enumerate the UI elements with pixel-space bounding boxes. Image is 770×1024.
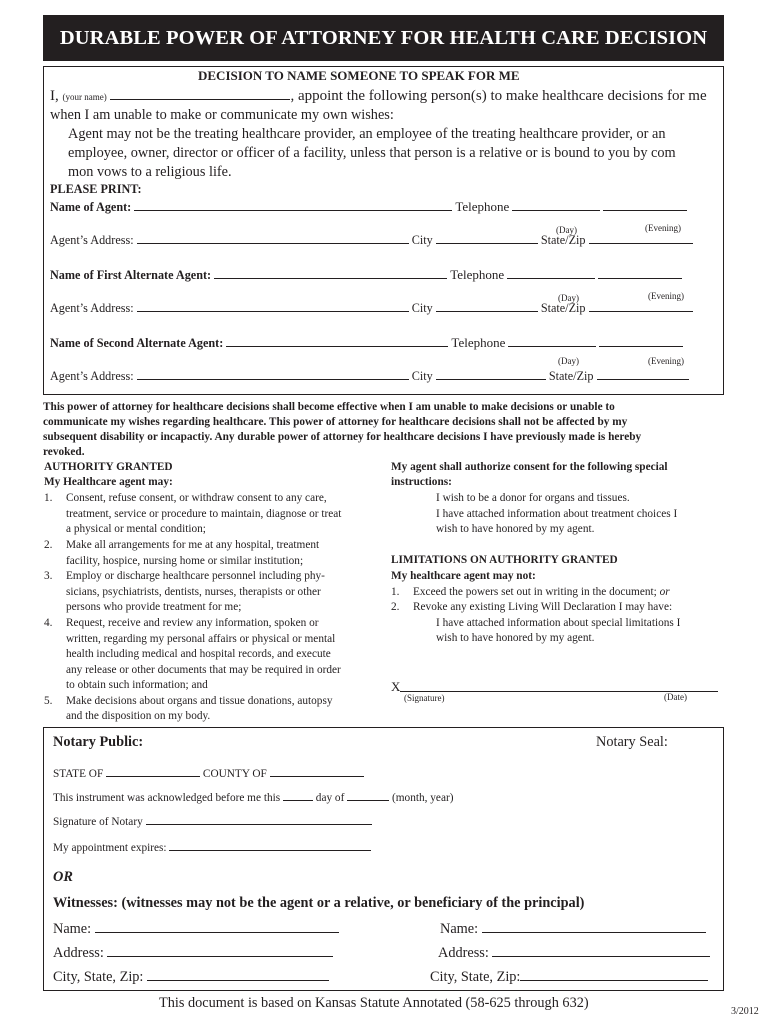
your-name-label: (your name): [62, 92, 107, 102]
witness-name-label: Name:: [53, 921, 92, 937]
authority-item-text: Consent, refuse consent, or withdraw consent to any care,: [66, 492, 327, 504]
signature-label: (Signature): [404, 693, 445, 703]
or-text: or: [659, 586, 670, 598]
evening-label: (Evening): [645, 223, 681, 233]
treatment-choices-option[interactable]: I have attached information about treatment choices I: [436, 508, 678, 520]
appointment-expires-label: My appointment expires:: [53, 842, 167, 854]
state-county-row: [53, 768, 364, 780]
state-field[interactable]: [106, 776, 200, 777]
witnesses-heading: Witnesses: (witnesses may not be the agent or a relative, or beneficiary of the principal): [53, 895, 585, 911]
special-instructions-heading: instructions:: [391, 476, 452, 488]
second-alt-state-zip-field[interactable]: [597, 379, 689, 380]
authority-item-number: 3.: [44, 570, 53, 582]
authority-item-text: Request, receive and review any information, spoken or: [66, 617, 319, 629]
date-label: (Date): [664, 692, 687, 702]
appoint-line: [50, 88, 707, 105]
day-label: (Day): [558, 356, 579, 366]
limitations-heading: LIMITATIONS ON AUTHORITY GRANTED: [391, 554, 618, 566]
telephone-label: Telephone: [455, 199, 510, 214]
authority-item-text: and the disposition on my body.: [66, 710, 211, 722]
witness-city-state-zip-label: City, State, Zip:: [430, 969, 521, 985]
first-alt-evening-phone-field[interactable]: [598, 278, 682, 279]
ack-day-of-text: day of: [315, 792, 345, 804]
notary-signature-field[interactable]: [146, 824, 372, 825]
witness2-city-field[interactable]: [520, 980, 708, 981]
appointment-expires-row: [53, 842, 371, 854]
authority-item-text: Employ or discharge healthcare personnel including phy-: [66, 570, 325, 582]
second-alternate-name-field[interactable]: [226, 346, 448, 347]
notary-seal-label: Notary Seal:: [596, 734, 668, 750]
authority-item-text: to obtain such information; and: [66, 679, 208, 691]
agent-city-field[interactable]: [436, 243, 538, 244]
effective-text-line: This power of attorney for healthcare decisions shall become effective when I am unable to make decisions or unable to: [43, 401, 615, 413]
first-alt-address-field[interactable]: [137, 311, 409, 312]
second-alt-address-row: [50, 369, 689, 384]
notary-public-heading: Notary Public:: [53, 734, 144, 750]
agent-note-line: employee, owner, director or officer of a facility, unless that person is a relative or is bound to you by com: [68, 145, 676, 161]
agent-note-line: mon vows to a religious life.: [68, 164, 232, 180]
authority-item-text: sicians, psychiatrists, dentists, nurses, therapists or other: [66, 586, 321, 598]
telephone-label: Telephone: [450, 267, 505, 282]
second-alt-address-field[interactable]: [137, 379, 409, 380]
first-alternate-row: [50, 267, 682, 283]
county-field[interactable]: [270, 776, 364, 777]
first-alt-state-zip-field[interactable]: [589, 311, 693, 312]
authority-subheading: My Healthcare agent may:: [44, 476, 173, 488]
agent-day-phone-field[interactable]: [512, 210, 600, 211]
effective-text-line: revoked.: [43, 446, 85, 458]
witness2-name-field[interactable]: [482, 932, 706, 933]
second-alt-evening-phone-field[interactable]: [599, 346, 683, 347]
state-zip-label: State/Zip: [548, 369, 594, 383]
agent-note-line: Agent may not be the treating healthcare provider, an employee of the treating healthcare provider, or an: [68, 126, 666, 142]
witness1-city-row: [53, 969, 329, 986]
version-date: 3/2012: [731, 1006, 759, 1017]
first-alt-day-phone-field[interactable]: [507, 278, 595, 279]
witness-address-label: Address:: [438, 945, 489, 961]
special-limitations-option-text: wish to have honored by my agent.: [436, 632, 595, 644]
evening-label: (Evening): [648, 356, 684, 366]
agents-address-label: Agent’s Address:: [50, 369, 134, 383]
witness1-address-field[interactable]: [107, 956, 333, 957]
section-heading: DECISION TO NAME SOMEONE TO SPEAK FOR ME: [198, 68, 520, 83]
authority-item-text: any release or other documents that may be required in order: [66, 664, 341, 676]
limitation-item-text: [413, 586, 670, 598]
agent-address-row: [50, 233, 693, 248]
city-label: City: [411, 301, 433, 315]
or-heading: OR: [53, 869, 73, 885]
agent-name-field[interactable]: [134, 210, 452, 211]
signature-x-mark: X: [391, 679, 401, 694]
witness1-name-field[interactable]: [95, 932, 339, 933]
please-print-label: PLEASE PRINT:: [50, 182, 142, 196]
first-alternate-label: Name of First Alternate Agent:: [50, 268, 212, 282]
witness2-address-field[interactable]: [492, 956, 710, 957]
treatment-choices-option-text: wish to have honored by my agent.: [436, 523, 595, 535]
limitation-item-number: 1.: [391, 586, 400, 598]
ack-day-field[interactable]: [283, 800, 313, 801]
witness-address-label: Address:: [53, 945, 104, 961]
second-alternate-row: [50, 335, 683, 351]
authority-item-number: 4.: [44, 617, 53, 629]
effective-text-line: subsequent disability or incapactiy. Any durable power of attorney for healthcare decisions I have previously made is hereby: [43, 431, 642, 443]
authority-item-text: treatment, service or procedure to maintain, diagnose or treat: [66, 508, 342, 520]
witness-name-label: Name:: [440, 921, 479, 937]
agent-state-zip-field[interactable]: [589, 243, 693, 244]
footer-statute-note: This document is based on Kansas Statute Annotated (58-625 through 632): [159, 995, 589, 1011]
agent-address-field[interactable]: [137, 243, 409, 244]
agents-address-label: Agent’s Address:: [50, 301, 134, 315]
telephone-label: Telephone: [451, 335, 506, 350]
day-label: (Day): [558, 293, 579, 303]
evening-label: (Evening): [648, 291, 684, 301]
acknowledgment-row: [53, 792, 453, 804]
witness2-city-row: [430, 969, 708, 986]
special-instructions-heading: My agent shall authorize consent for the following special: [391, 461, 668, 473]
limitations-subheading: My healthcare agent may not:: [391, 570, 536, 582]
authority-item-text: written, regarding my personal affairs or physical or mental: [66, 633, 336, 645]
notary-signature-row: [53, 816, 372, 828]
day-label: (Day): [556, 225, 577, 235]
agent-name-row: [50, 199, 687, 215]
authority-granted-heading: AUTHORITY GRANTED: [44, 461, 173, 473]
signature-of-notary-label: Signature of Notary: [53, 816, 143, 828]
ack-month-year-label: (month, year): [392, 792, 454, 804]
special-limitations-option[interactable]: I have attached information about special limitations I: [436, 617, 681, 629]
witness2-name-row: [440, 921, 706, 938]
witness-city-state-zip-label: City, State, Zip:: [53, 969, 144, 985]
limitation-text: Exceed the powers set out in writing in the document;: [413, 586, 657, 598]
ack-month-year-field[interactable]: [347, 800, 389, 801]
authority-item-number: 5.: [44, 695, 53, 707]
state-zip-label: State/Zip: [540, 233, 586, 247]
authority-item-text: facility, hospice, nursing home or similar institution;: [66, 555, 304, 567]
effective-text-line: communicate my wishes regarding healthcare. This power of attorney for healthcare decisions shall not be affected by my: [43, 416, 628, 428]
authority-item-text: health including medical and hospital records, and execute: [66, 648, 331, 660]
witness2-address-row: [438, 945, 710, 962]
first-alt-address-row: [50, 301, 693, 316]
organ-donor-option[interactable]: I wish to be a donor for organs and tissues.: [436, 492, 630, 504]
limitation-item-text: Revoke any existing Living Will Declaration I may have:: [413, 601, 673, 613]
first-alt-city-field[interactable]: [436, 311, 538, 312]
authority-item-text: persons who provide treatment for me;: [66, 601, 242, 613]
authority-item-number: 2.: [44, 539, 53, 551]
agents-address-label: Agent’s Address:: [50, 233, 134, 247]
your-name-field[interactable]: [110, 99, 290, 100]
first-alternate-name-field[interactable]: [214, 278, 447, 279]
authority-item-text: Make all arrangements for me at any hospital, treatment: [66, 539, 320, 551]
authority-item-text: a physical or mental condition;: [66, 523, 206, 535]
witness1-address-row: [53, 945, 333, 962]
appointment-expires-field[interactable]: [169, 850, 371, 851]
ack-text: This instrument was acknowledged before me this: [53, 792, 281, 804]
state-zip-label: State/Zip: [540, 301, 586, 315]
limitation-item-number: 2.: [391, 601, 400, 613]
state-of-label: STATE OF: [53, 768, 104, 780]
witness1-city-field[interactable]: [147, 980, 329, 981]
document-title: DURABLE POWER OF ATTORNEY FOR HEALTH CARE DECISION: [43, 15, 724, 61]
city-label: City: [411, 233, 433, 247]
authority-item-text: Make decisions about organs and tissue donations, autopsy: [66, 695, 333, 707]
second-alt-city-field[interactable]: [436, 379, 546, 380]
i-label: I,: [50, 88, 59, 104]
authority-item-number: 1.: [44, 492, 53, 504]
appoint-text: , appoint the following person(s) to make healthcare decisions for me: [290, 88, 707, 104]
second-alternate-label: Name of Second Alternate Agent:: [50, 336, 224, 350]
appoint-text-2: when I am unable to make or communicate my own wishes:: [50, 107, 394, 123]
city-label: City: [411, 369, 433, 383]
agent-evening-phone-field[interactable]: [603, 210, 687, 211]
name-of-agent-label: Name of Agent:: [50, 200, 132, 214]
second-alt-day-phone-field[interactable]: [508, 346, 596, 347]
witness1-name-row: [53, 921, 339, 938]
county-of-label: COUNTY OF: [202, 768, 267, 780]
